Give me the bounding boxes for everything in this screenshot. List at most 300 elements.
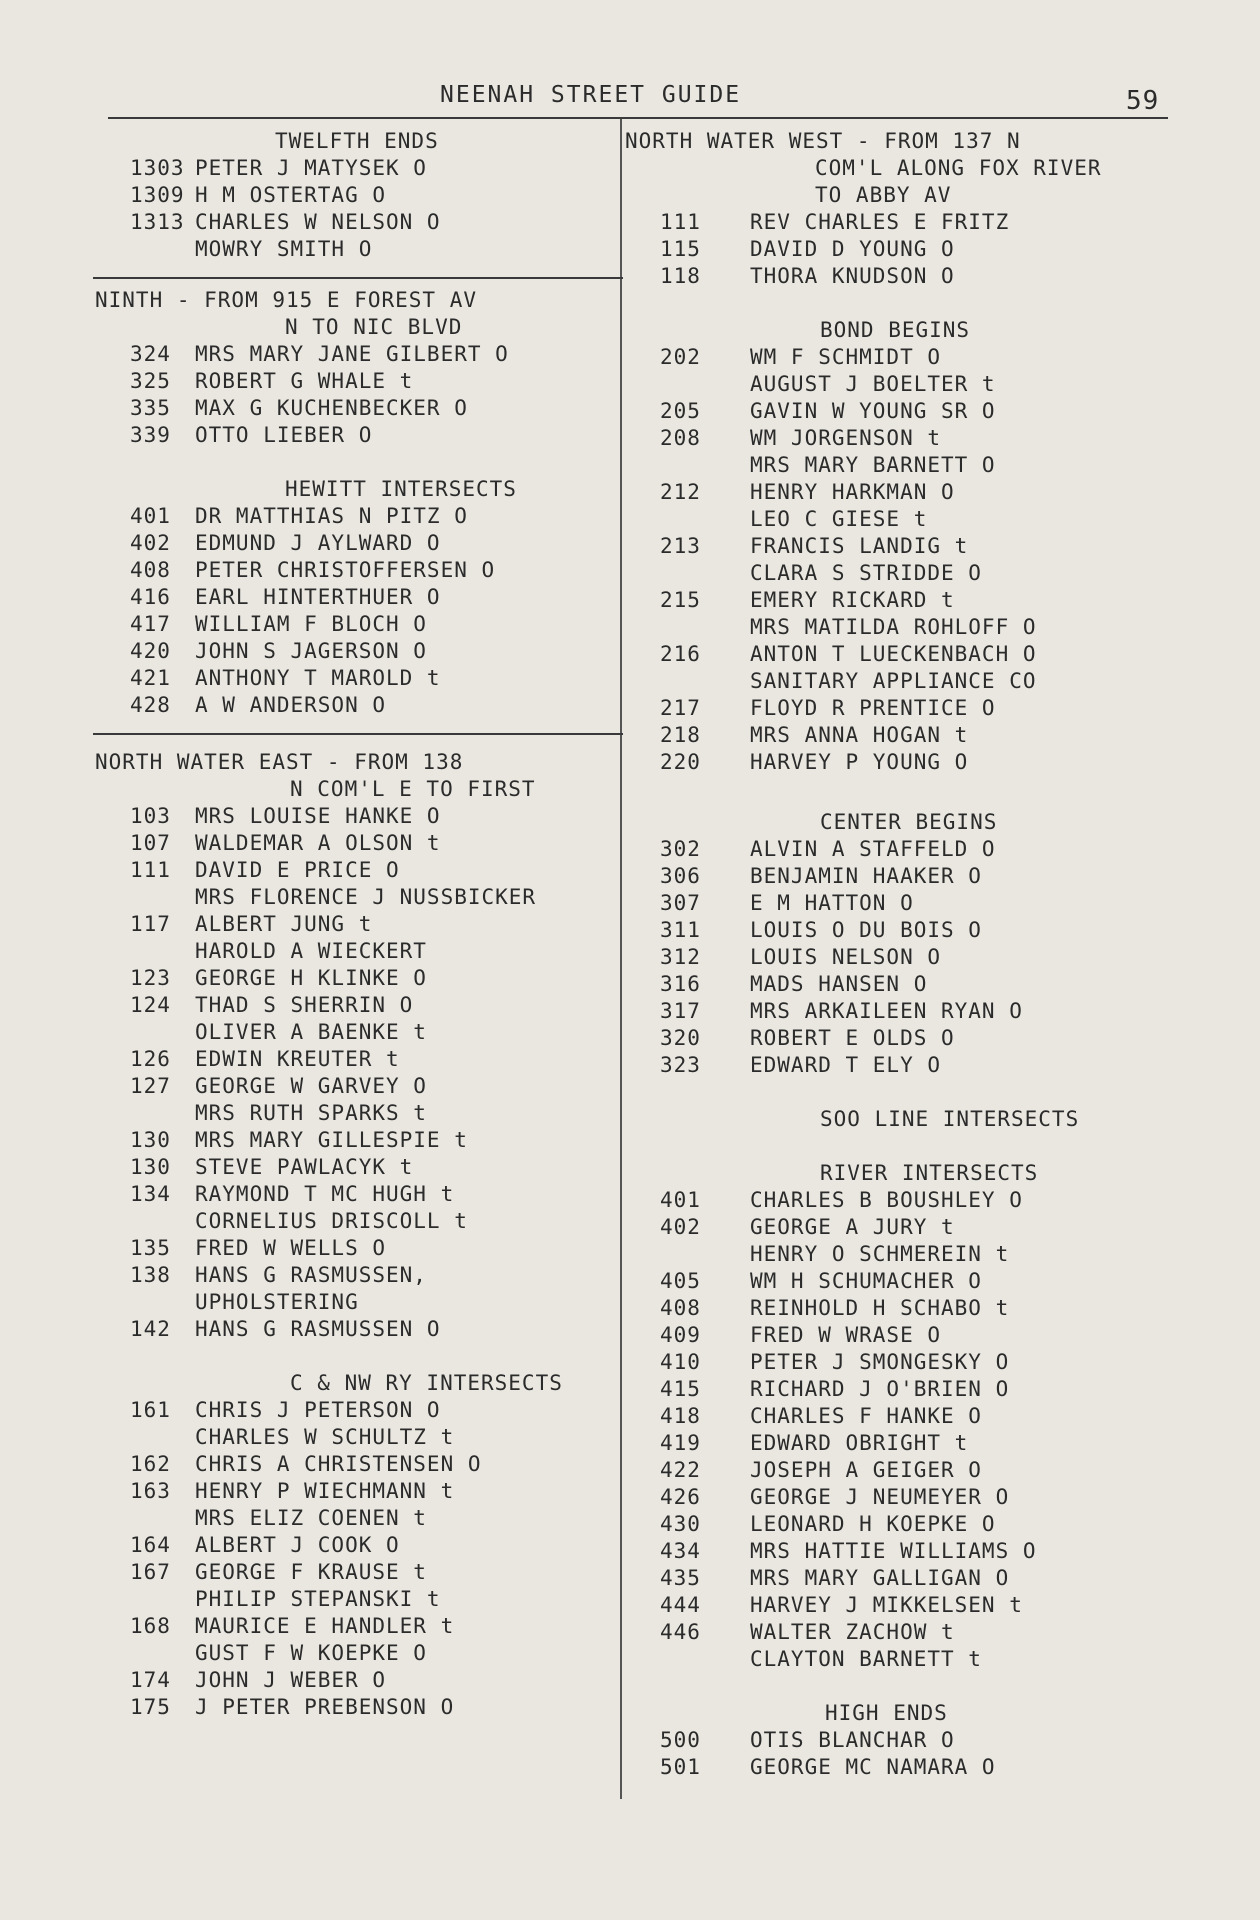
resident-name: EDWARD OBRIGHT t	[750, 1431, 969, 1455]
house-number: 421	[130, 666, 171, 690]
directory-entry	[95, 803, 615, 830]
directory-entry	[95, 182, 615, 209]
house-number: 130	[130, 1128, 171, 1152]
resident-name: MRS MARY GALLIGAN O	[750, 1566, 1010, 1590]
directory-entry	[95, 1181, 615, 1208]
resident-name: HENRY O SCHMEREIN t	[750, 1242, 1010, 1266]
house-number: 1313	[130, 210, 185, 234]
resident-name: REV CHARLES E FRITZ	[750, 210, 1010, 234]
house-number	[95, 1289, 195, 1316]
resident-name: MRS MARY GILLESPIE t	[195, 1128, 468, 1152]
directory-entry	[95, 530, 615, 557]
resident-name: FLOYD R PRENTICE O	[750, 696, 996, 720]
street-section	[625, 1079, 1185, 1133]
house-number: 1303	[130, 156, 185, 180]
directory-entry	[95, 1397, 615, 1424]
directory-entry	[625, 749, 1185, 776]
directory-entry	[625, 917, 1185, 944]
resident-name: MRS MATILDA ROHLOFF O	[750, 615, 1037, 639]
resident-name: CHARLES W SCHULTZ t	[195, 1425, 455, 1449]
house-number: 324	[130, 342, 171, 366]
house-number: 420	[130, 639, 171, 663]
resident-name: DAVID E PRICE O	[195, 858, 400, 882]
resident-name: REINHOLD H SCHABO t	[750, 1296, 1010, 1320]
directory-entry	[95, 1235, 615, 1262]
resident-name: MOWRY SMITH O	[195, 237, 373, 261]
directory-entry	[625, 722, 1185, 749]
house-number: 415	[660, 1377, 701, 1401]
directory-entry	[95, 857, 615, 884]
directory-entry	[95, 1154, 615, 1181]
resident-name: CHRIS J PETERSON O	[195, 1398, 441, 1422]
resident-name: WILLIAM F BLOCH O	[195, 612, 427, 636]
directory-entry	[95, 1586, 615, 1613]
resident-name: EDMUND J AYLWARD O	[195, 531, 441, 555]
right-column	[625, 128, 1185, 1781]
resident-name: FRED W WRASE O	[750, 1323, 942, 1347]
directory-entry	[625, 890, 1185, 917]
house-number	[95, 1505, 195, 1532]
directory-entry	[625, 695, 1185, 722]
directory-entry	[625, 1241, 1185, 1268]
house-number: 212	[660, 480, 701, 504]
directory-entry	[625, 641, 1185, 668]
resident-name: RAYMOND T MC HUGH t	[195, 1182, 455, 1206]
directory-entry	[95, 1316, 615, 1343]
directory-entry	[625, 587, 1185, 614]
directory-entry	[625, 371, 1185, 398]
house-number: 117	[130, 912, 171, 936]
resident-name: ANTHONY T MAROLD t	[195, 666, 441, 690]
house-number	[95, 1424, 195, 1451]
directory-entry	[95, 1478, 615, 1505]
directory-entry	[625, 506, 1185, 533]
section-heading: COM'L ALONG FOX RIVER	[815, 156, 1102, 180]
directory-entry	[95, 692, 615, 719]
directory-entry	[95, 1451, 615, 1478]
resident-name: MADS HANSEN O	[750, 972, 928, 996]
directory-entry	[95, 368, 615, 395]
resident-name: UPHOLSTERING	[195, 1290, 359, 1314]
section-heading: C & NW RY INTERSECTS	[290, 1371, 563, 1395]
resident-name: BENJAMIN HAAKER O	[750, 864, 982, 888]
directory-entry	[625, 1511, 1185, 1538]
house-number: 107	[130, 831, 171, 855]
directory-entry	[95, 1289, 615, 1316]
directory-entry	[95, 341, 615, 368]
directory-entry	[95, 422, 615, 449]
house-number: 167	[130, 1560, 171, 1584]
directory-entry	[95, 557, 615, 584]
directory-entry	[625, 344, 1185, 371]
resident-name: WM H SCHUMACHER O	[750, 1269, 982, 1293]
house-number: 118	[660, 264, 701, 288]
resident-name: LEONARD H KOEPKE O	[750, 1512, 996, 1536]
directory-entry	[95, 503, 615, 530]
house-number: 134	[130, 1182, 171, 1206]
directory-entry	[625, 1025, 1185, 1052]
house-number: 175	[130, 1695, 171, 1719]
directory-entry	[95, 1532, 615, 1559]
directory-entry	[625, 533, 1185, 560]
directory-entry	[95, 938, 615, 965]
directory-entry	[625, 1295, 1185, 1322]
house-number: 401	[130, 504, 171, 528]
resident-name: PETER CHRISTOFFERSEN O	[195, 558, 496, 582]
resident-name: ALBERT JUNG t	[195, 912, 373, 936]
page-title: NEENAH STREET GUIDE	[440, 82, 742, 108]
resident-name: THORA KNUDSON O	[750, 264, 955, 288]
section-heading: BOND BEGINS	[820, 318, 971, 342]
directory-entry	[625, 1322, 1185, 1349]
directory-entry	[95, 1667, 615, 1694]
resident-name: PETER J SMONGESKY O	[750, 1350, 1010, 1374]
house-number: 168	[130, 1614, 171, 1638]
house-number: 401	[660, 1188, 701, 1212]
resident-name: OTTO LIEBER O	[195, 423, 373, 447]
resident-name: AUGUST J BOELTER t	[750, 372, 996, 396]
house-number: 501	[660, 1755, 701, 1779]
directory-entry	[625, 1646, 1185, 1673]
resident-name: MRS HATTIE WILLIAMS O	[750, 1539, 1037, 1563]
house-number: 213	[660, 534, 701, 558]
house-number: 408	[130, 558, 171, 582]
resident-name: WM JORGENSON t	[750, 426, 942, 450]
resident-name: HAROLD A WIECKERT	[195, 939, 427, 963]
resident-name: CHARLES F HANKE O	[750, 1404, 982, 1428]
resident-name: SANITARY APPLIANCE CO	[750, 669, 1037, 693]
resident-name: GEORGE A JURY t	[750, 1215, 955, 1239]
house-number: 405	[660, 1269, 701, 1293]
directory-entry	[625, 1754, 1185, 1781]
resident-name: GAVIN W YOUNG SR O	[750, 399, 996, 423]
directory-entry	[625, 452, 1185, 479]
directory-entry	[625, 1052, 1185, 1079]
directory-entry	[95, 830, 615, 857]
house-number	[95, 884, 195, 911]
resident-name: MRS MARY BARNETT O	[750, 453, 996, 477]
house-number: 126	[130, 1047, 171, 1071]
directory-entry	[625, 1430, 1185, 1457]
house-number: 164	[130, 1533, 171, 1557]
directory-entry	[625, 209, 1185, 236]
directory-entry	[95, 1559, 615, 1586]
section-rule	[93, 733, 623, 735]
house-number: 202	[660, 345, 701, 369]
resident-name: WALDEMAR A OLSON t	[195, 831, 441, 855]
house-number: 115	[660, 237, 701, 261]
street-section	[625, 128, 1185, 290]
spacer	[625, 1079, 1185, 1106]
house-number: 418	[660, 1404, 701, 1428]
resident-name: GEORGE W GARVEY O	[195, 1074, 427, 1098]
house-number	[625, 560, 750, 587]
house-number: 174	[130, 1668, 171, 1692]
section-heading: TWELFTH ENDS	[275, 129, 439, 153]
house-number: 1309	[130, 183, 185, 207]
resident-name: EARL HINTERTHUER O	[195, 585, 441, 609]
directory-entry	[625, 1727, 1185, 1754]
spacer	[625, 1673, 1185, 1700]
resident-name: STEVE PAWLACYK t	[195, 1155, 414, 1179]
directory-entry	[95, 965, 615, 992]
section-heading: N TO NIC BLVD	[285, 315, 463, 339]
house-number: 127	[130, 1074, 171, 1098]
house-number: 335	[130, 396, 171, 420]
resident-name: THAD S SHERRIN O	[195, 993, 414, 1017]
resident-name: OTIS BLANCHAR O	[750, 1728, 955, 1752]
house-number	[625, 614, 750, 641]
directory-entry	[625, 863, 1185, 890]
directory-entry	[95, 611, 615, 638]
directory-entry	[625, 971, 1185, 998]
spacer	[625, 1133, 1185, 1160]
house-number: 302	[660, 837, 701, 861]
section-heading: NORTH WATER WEST - FROM 137 N	[625, 129, 1021, 153]
house-number: 208	[660, 426, 701, 450]
house-number: 444	[660, 1593, 701, 1617]
directory-entry	[625, 236, 1185, 263]
directory-entry	[625, 479, 1185, 506]
directory-entry	[625, 1484, 1185, 1511]
house-number: 217	[660, 696, 701, 720]
street-section	[95, 128, 615, 263]
directory-entry	[95, 155, 615, 182]
section-heading: HIGH ENDS	[825, 1701, 948, 1725]
resident-name: CHRIS A CHRISTENSEN O	[195, 1452, 482, 1476]
directory-entry	[95, 884, 615, 911]
resident-name: MAX G KUCHENBECKER O	[195, 396, 468, 420]
house-number: 446	[660, 1620, 701, 1644]
house-number	[625, 452, 750, 479]
house-number: 123	[130, 966, 171, 990]
house-number: 216	[660, 642, 701, 666]
spacer	[95, 1343, 615, 1370]
directory-entry	[625, 668, 1185, 695]
house-number: 409	[660, 1323, 701, 1347]
left-column	[95, 128, 615, 1721]
directory-entry	[625, 1376, 1185, 1403]
resident-name: ALBERT J COOK O	[195, 1533, 400, 1557]
house-number: 135	[130, 1236, 171, 1260]
house-number: 215	[660, 588, 701, 612]
directory-entry	[625, 1349, 1185, 1376]
house-number	[625, 1241, 750, 1268]
section-heading: NINTH - FROM 915 E FOREST AV	[95, 288, 478, 312]
resident-name: EMERY RICKARD t	[750, 588, 955, 612]
house-number	[95, 938, 195, 965]
house-number: 434	[660, 1539, 701, 1563]
street-section	[625, 1673, 1185, 1781]
resident-name: HANS G RASMUSSEN O	[195, 1317, 441, 1341]
house-number: 402	[660, 1215, 701, 1239]
directory-entry	[95, 209, 615, 236]
resident-name: HENRY P WIECHMANN t	[195, 1479, 455, 1503]
section-heading: N COM'L E TO FIRST	[290, 777, 536, 801]
section-heading: RIVER INTERSECTS	[820, 1161, 1039, 1185]
resident-name: ROBERT E OLDS O	[750, 1026, 955, 1050]
house-number	[95, 1208, 195, 1235]
resident-name: CLARA S STRIDDE O	[750, 561, 982, 585]
house-number: 307	[660, 891, 701, 915]
house-number: 312	[660, 945, 701, 969]
directory-entry	[95, 1424, 615, 1451]
directory-entry	[95, 992, 615, 1019]
house-number: 323	[660, 1053, 701, 1077]
house-number: 416	[130, 585, 171, 609]
resident-name: E M HATTON O	[750, 891, 914, 915]
resident-name: HENRY HARKMAN O	[750, 480, 955, 504]
street-section	[95, 733, 615, 1343]
directory-entry	[95, 1073, 615, 1100]
house-number: 124	[130, 993, 171, 1017]
page-header	[0, 82, 1260, 116]
house-number: 402	[130, 531, 171, 555]
house-number: 220	[660, 750, 701, 774]
house-number: 142	[130, 1317, 171, 1341]
resident-name: FRED W WELLS O	[195, 1236, 387, 1260]
street-section	[625, 290, 1185, 776]
resident-name: EDWARD T ELY O	[750, 1053, 942, 1077]
spacer	[625, 776, 1185, 803]
resident-name: MRS ANNA HOGAN t	[750, 723, 969, 747]
house-number: 320	[660, 1026, 701, 1050]
house-number	[625, 668, 750, 695]
house-number: 306	[660, 864, 701, 888]
street-section	[95, 449, 615, 719]
resident-name: CHARLES W NELSON O	[195, 210, 441, 234]
directory-entry	[95, 395, 615, 422]
house-number: 422	[660, 1458, 701, 1482]
resident-name: J PETER PREBENSON O	[195, 1695, 455, 1719]
directory-entry	[95, 1262, 615, 1289]
directory-entry	[625, 1619, 1185, 1646]
house-number: 103	[130, 804, 171, 828]
house-number: 130	[130, 1155, 171, 1179]
resident-name: JOSEPH A GEIGER O	[750, 1458, 982, 1482]
resident-name: GEORGE F KRAUSE t	[195, 1560, 427, 1584]
resident-name: EDWIN KREUTER t	[195, 1047, 400, 1071]
house-number: 111	[660, 210, 701, 234]
directory-entry	[95, 638, 615, 665]
resident-name: JOHN J WEBER O	[195, 1668, 387, 1692]
resident-name: DAVID D YOUNG O	[750, 237, 955, 261]
house-number: 205	[660, 399, 701, 423]
resident-name: H M OSTERTAG O	[195, 183, 387, 207]
house-number: 428	[130, 693, 171, 717]
house-number	[625, 1646, 750, 1673]
house-number: 500	[660, 1728, 701, 1752]
page-number: 59	[1126, 86, 1160, 116]
directory-entry	[95, 236, 615, 263]
resident-name: FRANCIS LANDIG t	[750, 534, 969, 558]
directory-entry	[95, 1505, 615, 1532]
directory-entry	[625, 1592, 1185, 1619]
house-number	[95, 1586, 195, 1613]
house-number	[95, 1100, 195, 1127]
resident-name: HARVEY J MIKKELSEN t	[750, 1593, 1023, 1617]
header-rule	[108, 117, 1168, 119]
house-number: 218	[660, 723, 701, 747]
directory-entry	[625, 398, 1185, 425]
resident-name: MRS RUTH SPARKS t	[195, 1101, 427, 1125]
house-number: 138	[130, 1263, 171, 1287]
house-number: 311	[660, 918, 701, 942]
section-heading: HEWITT INTERSECTS	[285, 477, 517, 501]
street-section	[625, 1133, 1185, 1673]
house-number: 435	[660, 1566, 701, 1590]
directory-entry	[625, 614, 1185, 641]
directory-entry	[625, 425, 1185, 452]
house-number: 419	[660, 1431, 701, 1455]
resident-name: GEORGE H KLINKE O	[195, 966, 427, 990]
resident-name: GEORGE J NEUMEYER O	[750, 1485, 1010, 1509]
resident-name: MRS FLORENCE J NUSSBICKER	[195, 885, 537, 909]
resident-name: CORNELIUS DRISCOLL t	[195, 1209, 468, 1233]
directory-entry	[95, 911, 615, 938]
resident-name: MRS ARKAILEEN RYAN O	[750, 999, 1023, 1023]
resident-name: CLAYTON BARNETT t	[750, 1647, 982, 1671]
house-number: 161	[130, 1398, 171, 1422]
resident-name: CHARLES B BOUSHLEY O	[750, 1188, 1023, 1212]
resident-name: WM F SCHMIDT O	[750, 345, 942, 369]
section-heading: CENTER BEGINS	[820, 810, 998, 834]
directory-entry	[95, 1046, 615, 1073]
section-heading: NORTH WATER EAST - FROM 138	[95, 750, 464, 774]
resident-name: RICHARD J O'BRIEN O	[750, 1377, 1010, 1401]
directory-entry	[625, 1538, 1185, 1565]
directory-entry	[95, 1640, 615, 1667]
house-number: 339	[130, 423, 171, 447]
spacer	[95, 449, 615, 476]
resident-name: LEO C GIESE t	[750, 507, 928, 531]
resident-name: ALVIN A STAFFELD O	[750, 837, 996, 861]
house-number	[625, 371, 750, 398]
house-number	[95, 1019, 195, 1046]
house-number	[625, 506, 750, 533]
resident-name: MRS MARY JANE GILBERT O	[195, 342, 509, 366]
directory-entry	[625, 1457, 1185, 1484]
directory-entry	[625, 560, 1185, 587]
house-number: 163	[130, 1479, 171, 1503]
resident-name: GUST F W KOEPKE O	[195, 1641, 427, 1665]
house-number: 162	[130, 1452, 171, 1476]
house-number: 316	[660, 972, 701, 996]
resident-name: HARVEY P YOUNG O	[750, 750, 969, 774]
directory-entry	[625, 1403, 1185, 1430]
directory-entry	[95, 1127, 615, 1154]
resident-name: ROBERT G WHALE t	[195, 369, 414, 393]
house-number: 111	[130, 858, 171, 882]
directory-entry	[95, 1613, 615, 1640]
section-heading: SOO LINE INTERSECTS	[820, 1107, 1080, 1131]
resident-name: PHILIP STEPANSKI t	[195, 1587, 441, 1611]
house-number: 426	[660, 1485, 701, 1509]
street-section	[95, 277, 615, 449]
house-number	[95, 1640, 195, 1667]
directory-entry	[95, 584, 615, 611]
directory-entry	[95, 1019, 615, 1046]
street-section	[95, 1343, 615, 1721]
spacer	[625, 290, 1185, 317]
resident-name: MAURICE E HANDLER t	[195, 1614, 455, 1638]
resident-name: OLIVER A BAENKE t	[195, 1020, 427, 1044]
column-divider	[620, 119, 622, 1799]
directory-entry	[95, 1208, 615, 1235]
directory-entry	[625, 998, 1185, 1025]
directory-entry	[625, 1214, 1185, 1241]
house-number: 317	[660, 999, 701, 1023]
